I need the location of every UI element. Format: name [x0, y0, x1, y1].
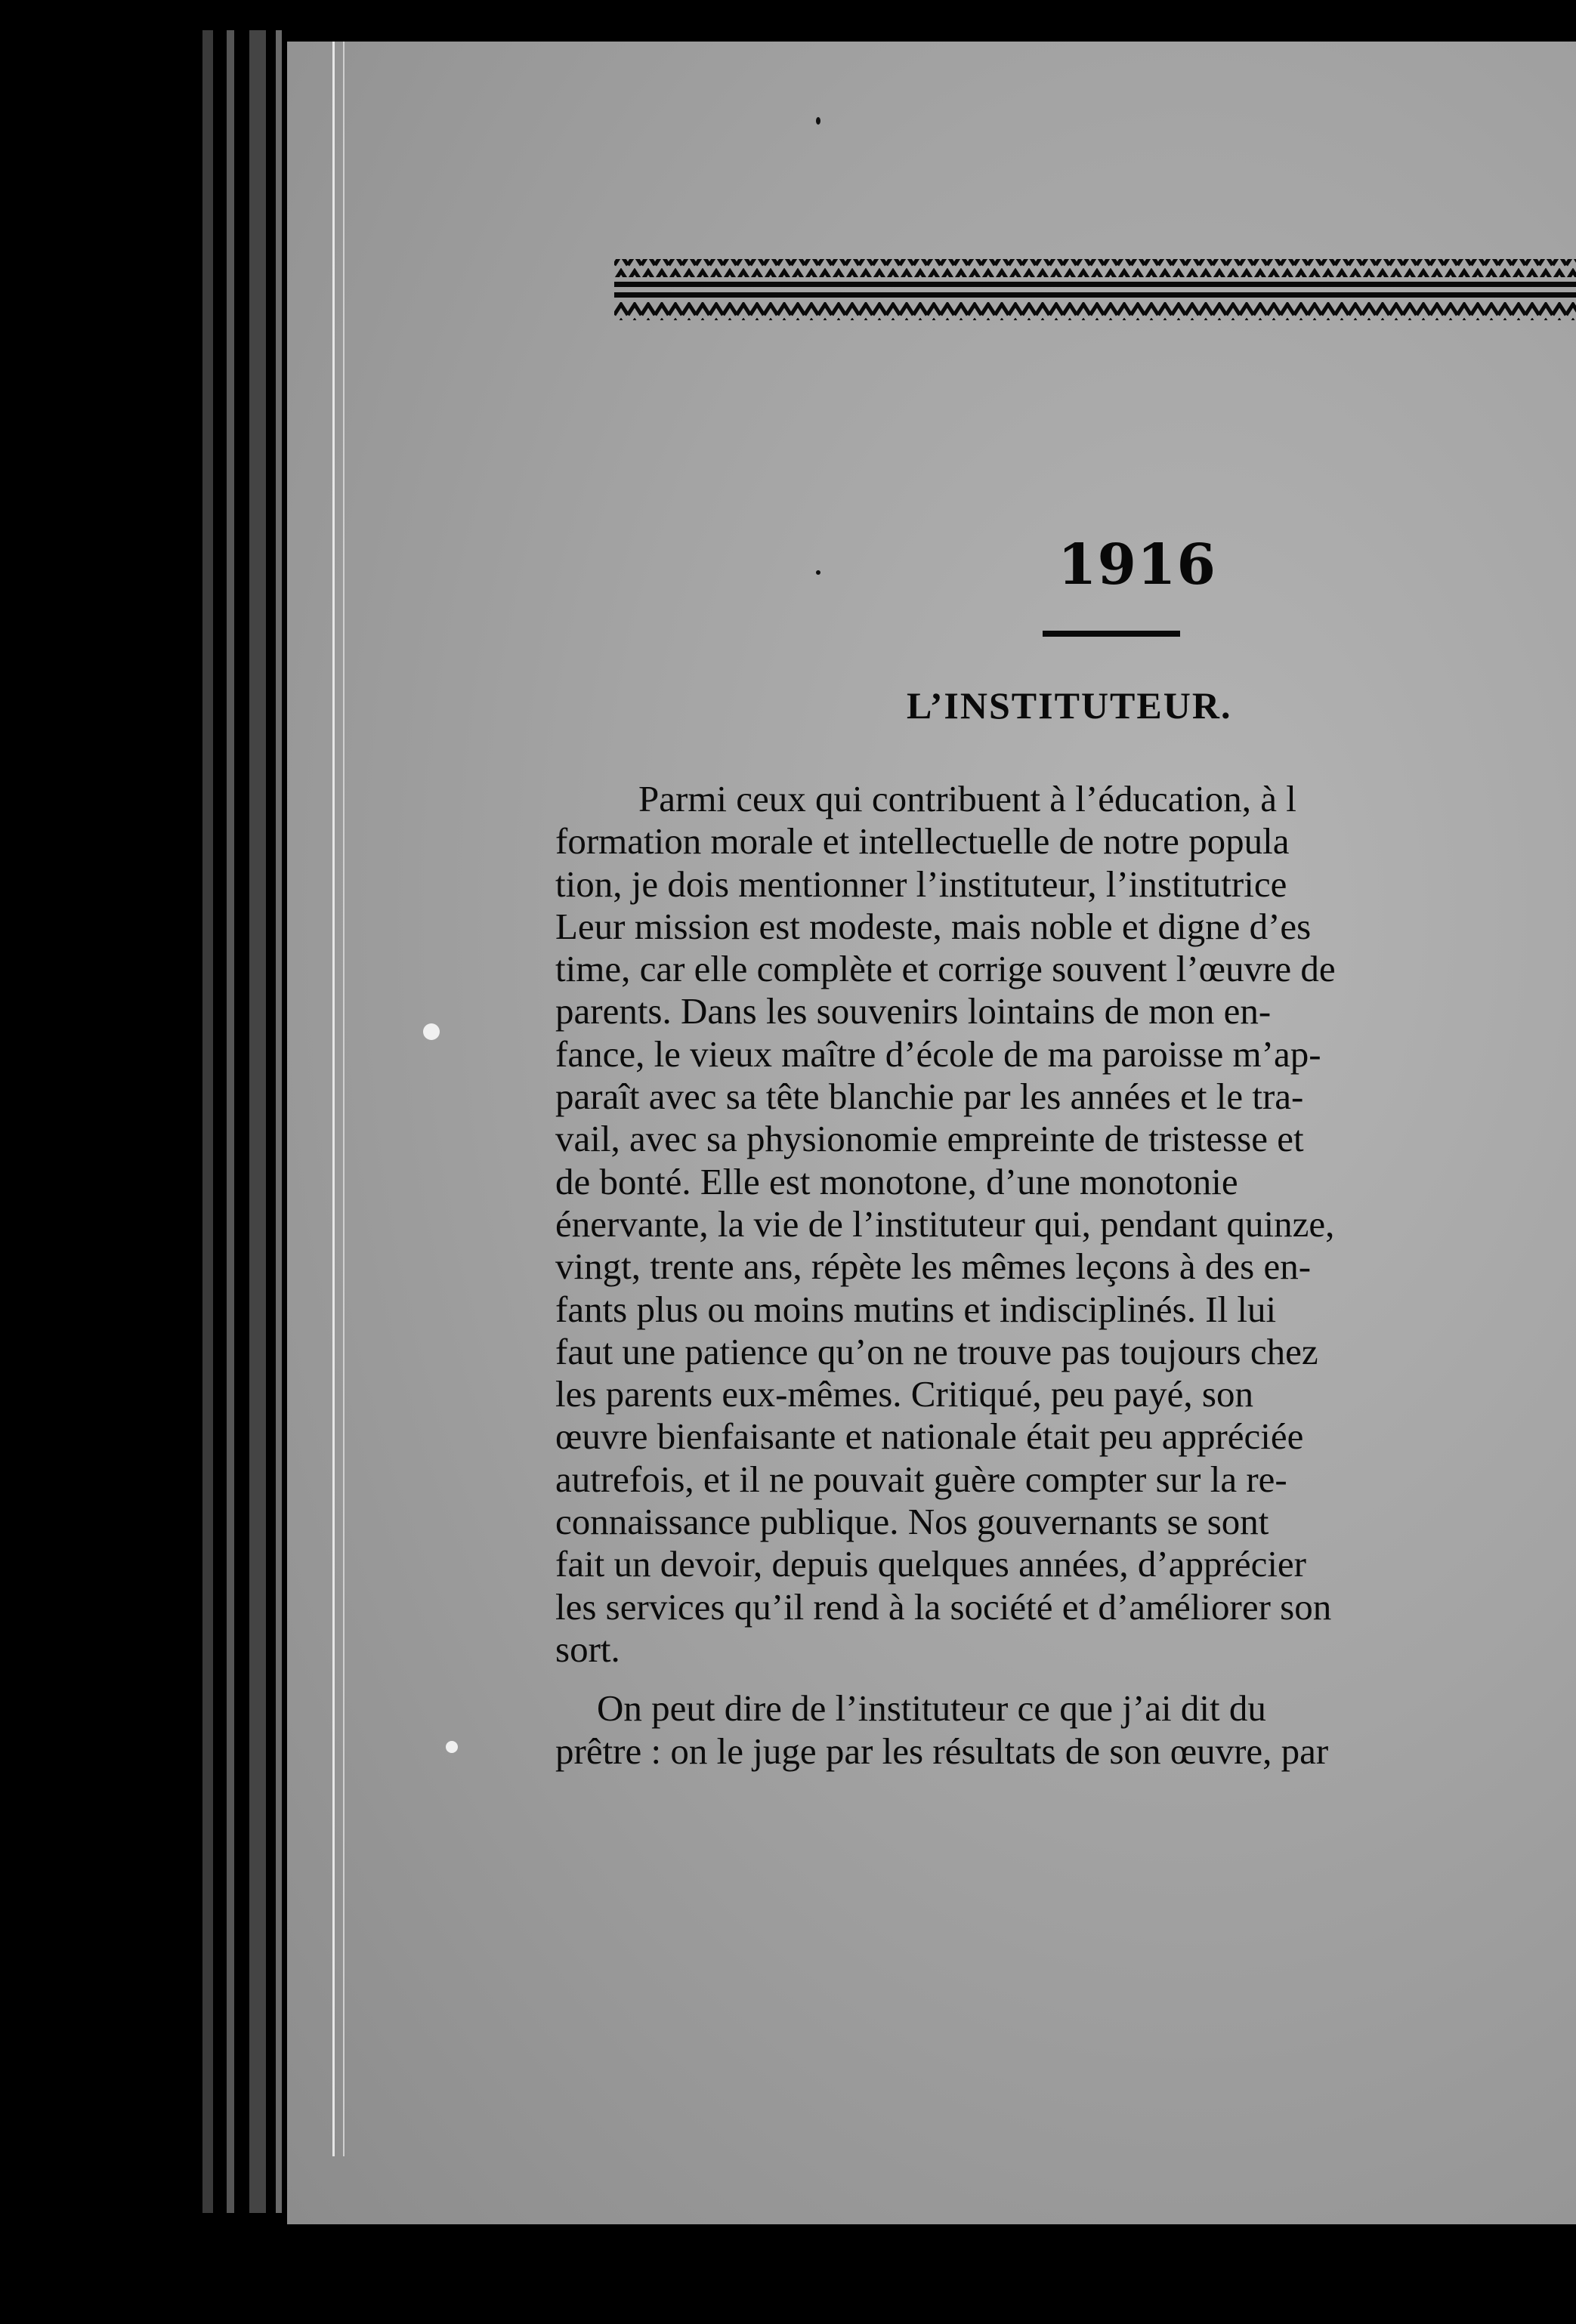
body-text [555, 778, 1576, 1773]
book-page [287, 42, 1576, 2224]
text-line: formation morale et intellectuelle de notre popula [555, 820, 1290, 863]
text-line: tion, je dois mentionner l’instituteur, l’institutrice [555, 863, 1287, 905]
text-line: sort. [555, 1628, 620, 1670]
text-line: œuvre bienfaisante et nationale était peu appréciée [555, 1415, 1304, 1458]
text-line: autrefois, et il ne pouvait guère compter sur la re- [555, 1458, 1287, 1500]
binding-edge [276, 30, 282, 2213]
text-line: énervante, la vie de l’instituteur qui, pendant quinze, [555, 1202, 1335, 1245]
binding-edge [249, 30, 266, 2213]
chapter-title: L’INSTITUTEUR. [907, 684, 1232, 727]
text-line: fance, le vieux maître d’école de ma paroisse m’ap- [555, 1032, 1321, 1075]
text-line: Leur mission est modeste, mais noble et digne d’es [555, 905, 1312, 947]
text-line: de bonté. Elle est monotone, d’une monotonie [555, 1160, 1238, 1202]
text-line: les services qu’il rend à la société et d’améliorer son [555, 1585, 1332, 1628]
text-line: fait un devoir, depuis quelques années, d’apprécier [555, 1543, 1306, 1585]
scan-speck [446, 1741, 458, 1753]
scan-speck [816, 117, 820, 125]
page-edge-line [332, 42, 335, 2156]
text-line: Parmi ceux qui contribuent à l’éducation, à l [638, 778, 1296, 819]
binding-edge [227, 30, 234, 2213]
text-line: prêtre : on le juge par les résultats de son œuvre, par [555, 1730, 1329, 1772]
paragraph-gap [555, 1671, 1576, 1687]
text-line: On peut dire de l’instituteur ce que j’ai dit du [597, 1687, 1266, 1730]
chapter-year-heading: 1916 [1058, 532, 1216, 597]
text-line: paraît avec sa tête blanchie par les années et le tra- [555, 1076, 1304, 1118]
scan-speck [816, 570, 820, 575]
text-line: fants plus ou moins mutins et indisciplinés. Il lui [555, 1288, 1277, 1330]
binding-edge [202, 30, 213, 2213]
text-line: parents. Dans les souvenirs lointains de mon en- [555, 990, 1272, 1032]
text-line: les parents eux-mêmes. Critiqué, peu payé, son [555, 1373, 1253, 1415]
text-line: connaissance publique. Nos gouvernants se sont [555, 1501, 1269, 1543]
heading-rule [1043, 631, 1180, 637]
decorative-border-ornament [614, 252, 1576, 357]
text-line: faut une patience qu’on ne trouve pas toujours chez [555, 1330, 1318, 1372]
scan-speck [423, 1023, 440, 1040]
text-line: time, car elle complète et corrige souvent l’œuvre de [555, 948, 1336, 990]
text-line: vail, avec sa physionomie empreinte de tristesse et [555, 1118, 1304, 1160]
text-line: vingt, trente ans, répète les mêmes leçons à des en- [555, 1245, 1312, 1288]
page-edge-line [343, 42, 345, 2156]
